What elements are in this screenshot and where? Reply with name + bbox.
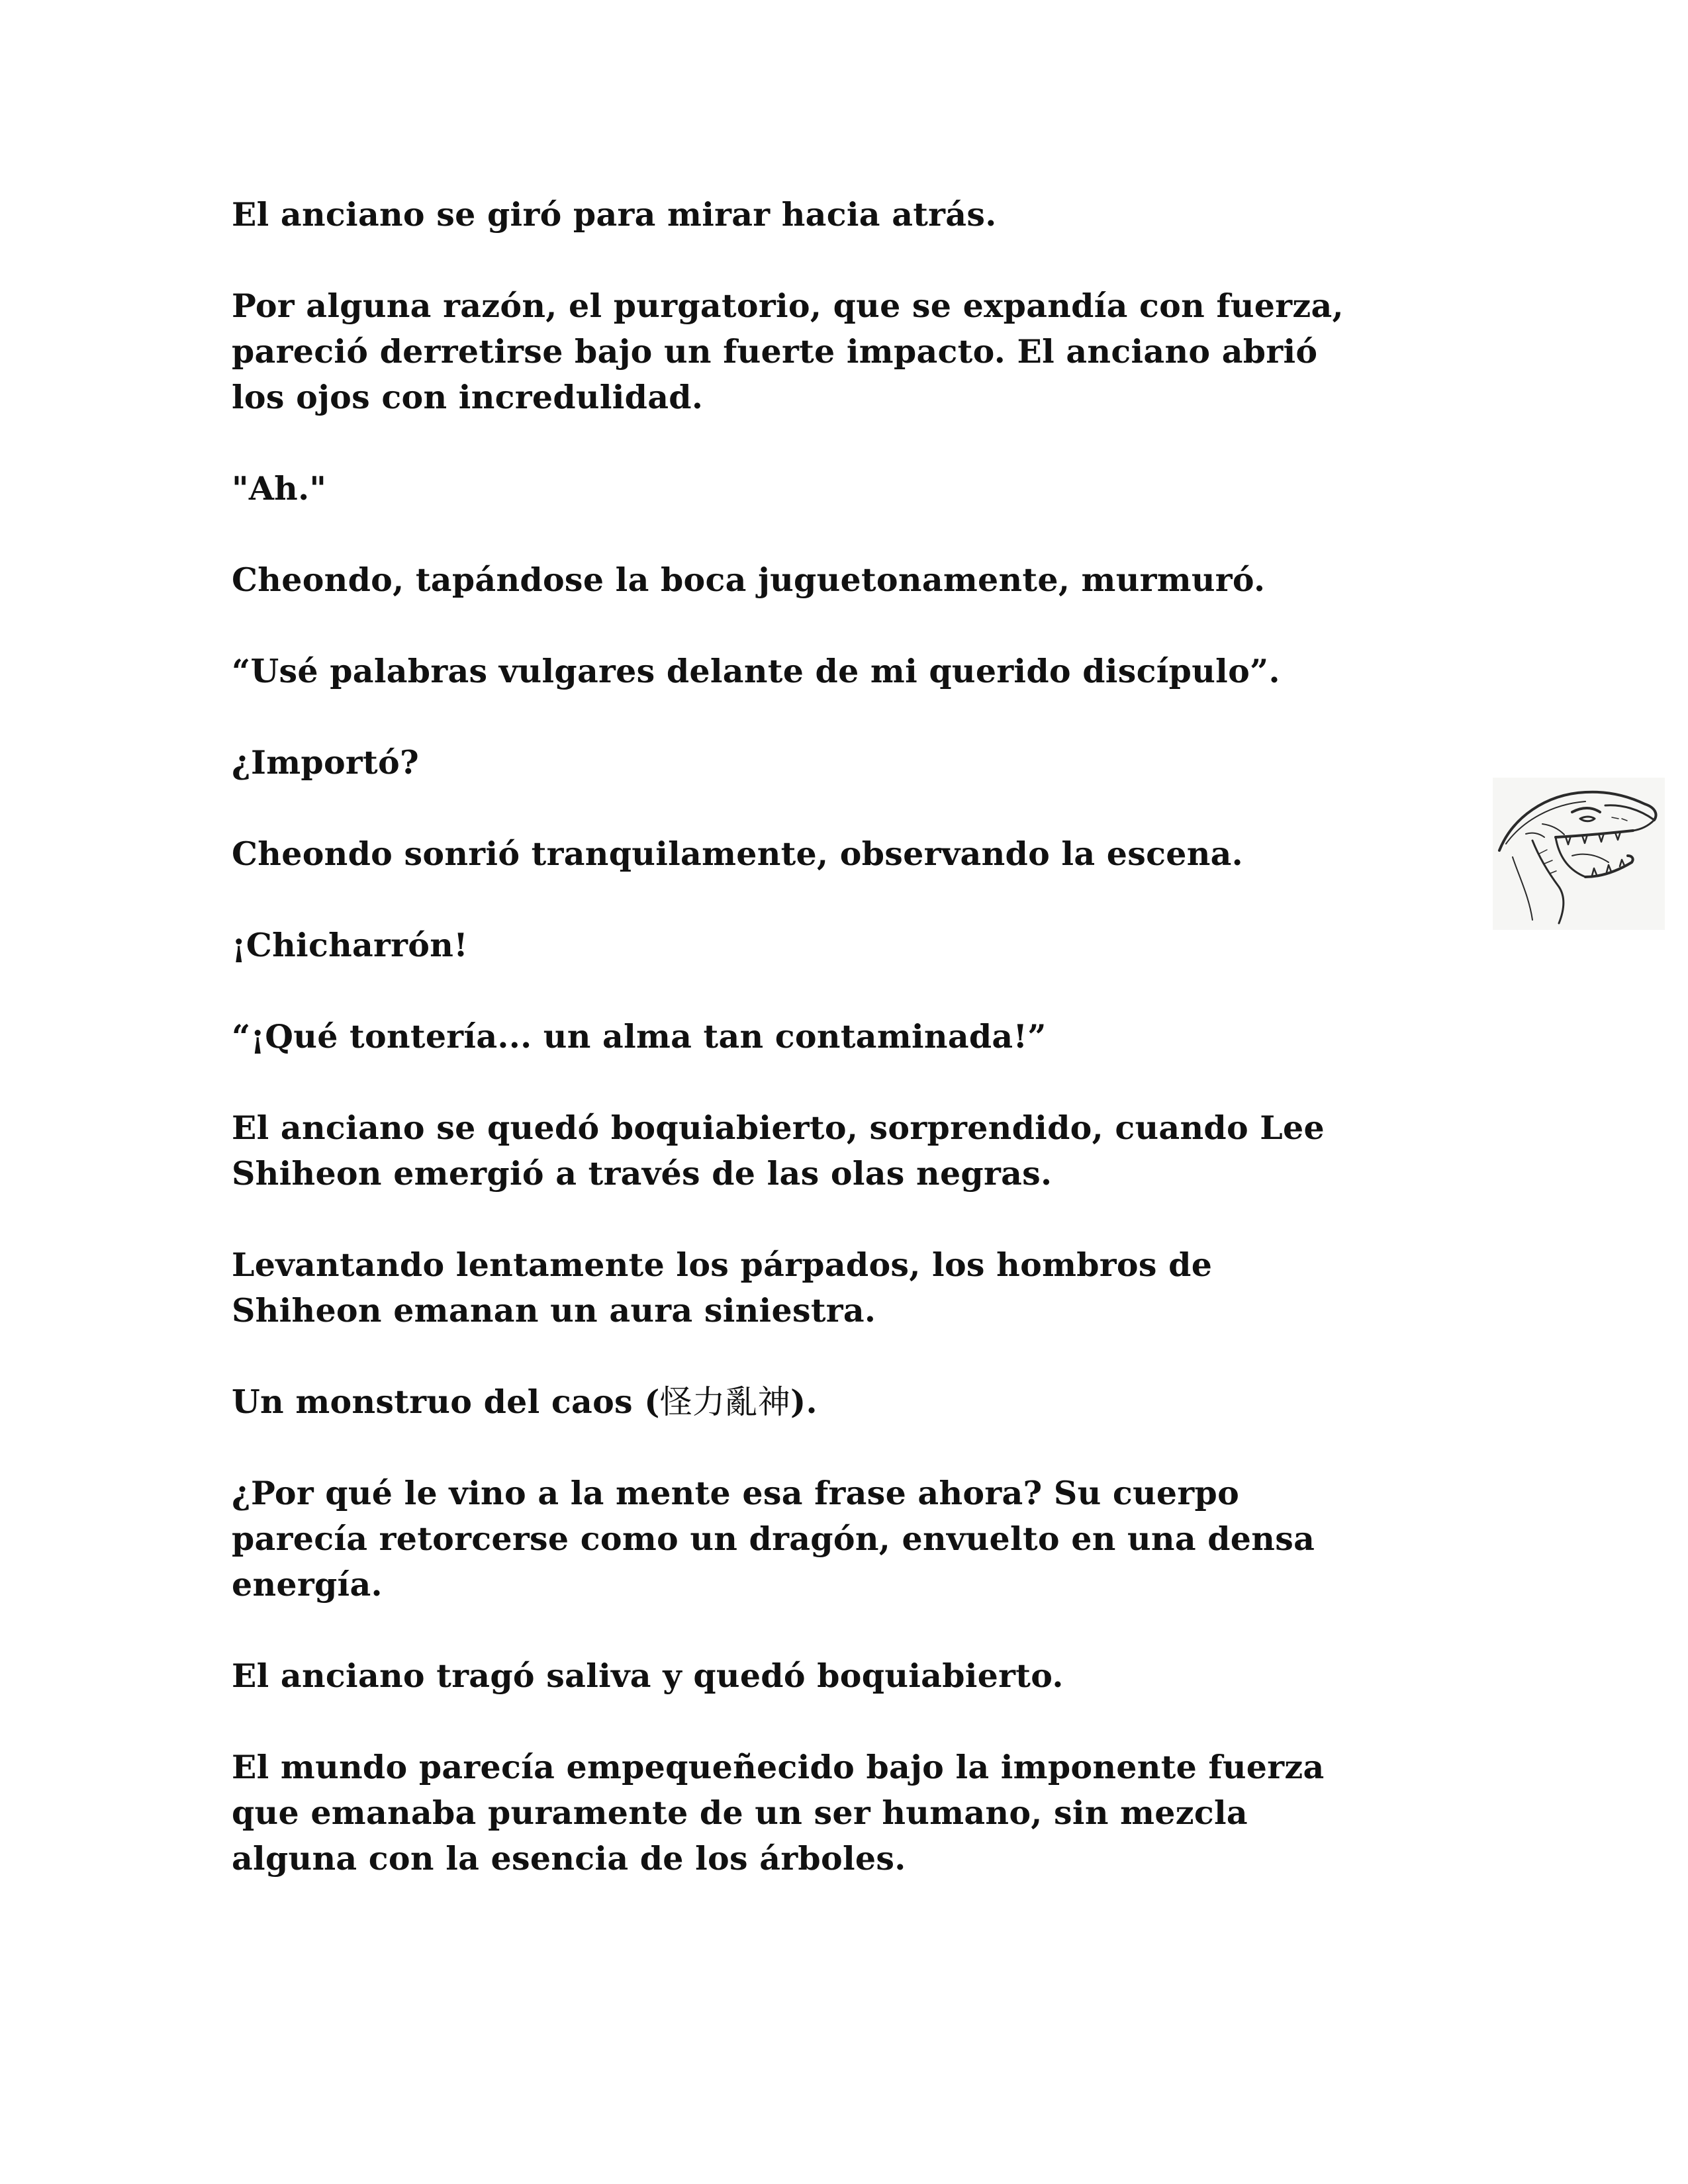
paragraph bbox=[232, 557, 1456, 603]
paragraph bbox=[232, 1105, 1456, 1197]
paragraph bbox=[232, 1653, 1456, 1699]
text-line: El mundo parecía empequeñecido bajo la imponente fuerza bbox=[232, 1748, 1325, 1786]
text-line: “¡Qué tontería... un alma tan contaminada!” bbox=[232, 1017, 1047, 1056]
text-line: Cheondo sonrió tranquilamente, observando la escena. bbox=[232, 835, 1244, 873]
paragraph bbox=[232, 831, 1456, 877]
text-column bbox=[232, 192, 1456, 1927]
text-line: ¡Chicharrón! bbox=[232, 926, 469, 964]
text-line: que emanaba puramente de un ser humano, sin mezcla bbox=[232, 1794, 1248, 1832]
text-line: Cheondo, tapándose la boca juguetonamente, murmuró. bbox=[232, 561, 1266, 599]
paragraph bbox=[232, 1242, 1456, 1334]
text-line bbox=[232, 1379, 1456, 1425]
text-line: Por alguna razón, el purgatorio, que se expandía con fuerza, bbox=[232, 287, 1344, 325]
text-line: Levantando lentamente los párpados, los hombros de bbox=[232, 1246, 1213, 1284]
text-line: El anciano tragó saliva y quedó boquiabierto. bbox=[232, 1657, 1064, 1695]
cjk-text: 怪力亂神 bbox=[659, 1383, 790, 1421]
text-line: energía. bbox=[232, 1565, 383, 1604]
text-line: los ojos con incredulidad. bbox=[232, 378, 704, 416]
paragraph bbox=[232, 1014, 1456, 1060]
text-line: ¿Por qué le vino a la mente esa frase ahora? Su cuerpo bbox=[232, 1474, 1240, 1512]
paragraph bbox=[232, 923, 1456, 968]
text-line: Shiheon emergió a través de las olas negras. bbox=[232, 1154, 1053, 1193]
text-line: pareció derretirse bajo un fuerte impacto. El anciano abrió bbox=[232, 332, 1318, 371]
text-line: alguna con la esencia de los árboles. bbox=[232, 1839, 906, 1878]
text-line: “Usé palabras vulgares delante de mi querido discípulo”. bbox=[232, 652, 1280, 690]
text-line: "Ah." bbox=[232, 469, 327, 508]
paragraph bbox=[232, 1745, 1456, 1882]
dinosaur-head-icon bbox=[1493, 778, 1665, 930]
paragraph bbox=[232, 1379, 1456, 1425]
paragraph bbox=[232, 283, 1456, 420]
text-line: Shiheon emanan un aura siniestra. bbox=[232, 1291, 876, 1330]
paragraph bbox=[232, 649, 1456, 694]
text-segment: Un monstruo del caos ( bbox=[232, 1383, 660, 1421]
text-line: El anciano se quedó boquiabierto, sorprendido, cuando Lee bbox=[232, 1109, 1325, 1147]
paragraph bbox=[232, 740, 1456, 786]
paragraph bbox=[232, 192, 1456, 238]
text-segment: ). bbox=[790, 1383, 818, 1421]
text-line: El anciano se giró para mirar hacia atrás. bbox=[232, 195, 997, 234]
paragraph bbox=[232, 1471, 1456, 1608]
text-line: ¿Importó? bbox=[232, 743, 419, 782]
text-line: parecía retorcerse como un dragón, envuelto en una densa bbox=[232, 1520, 1315, 1558]
paragraph bbox=[232, 466, 1456, 512]
